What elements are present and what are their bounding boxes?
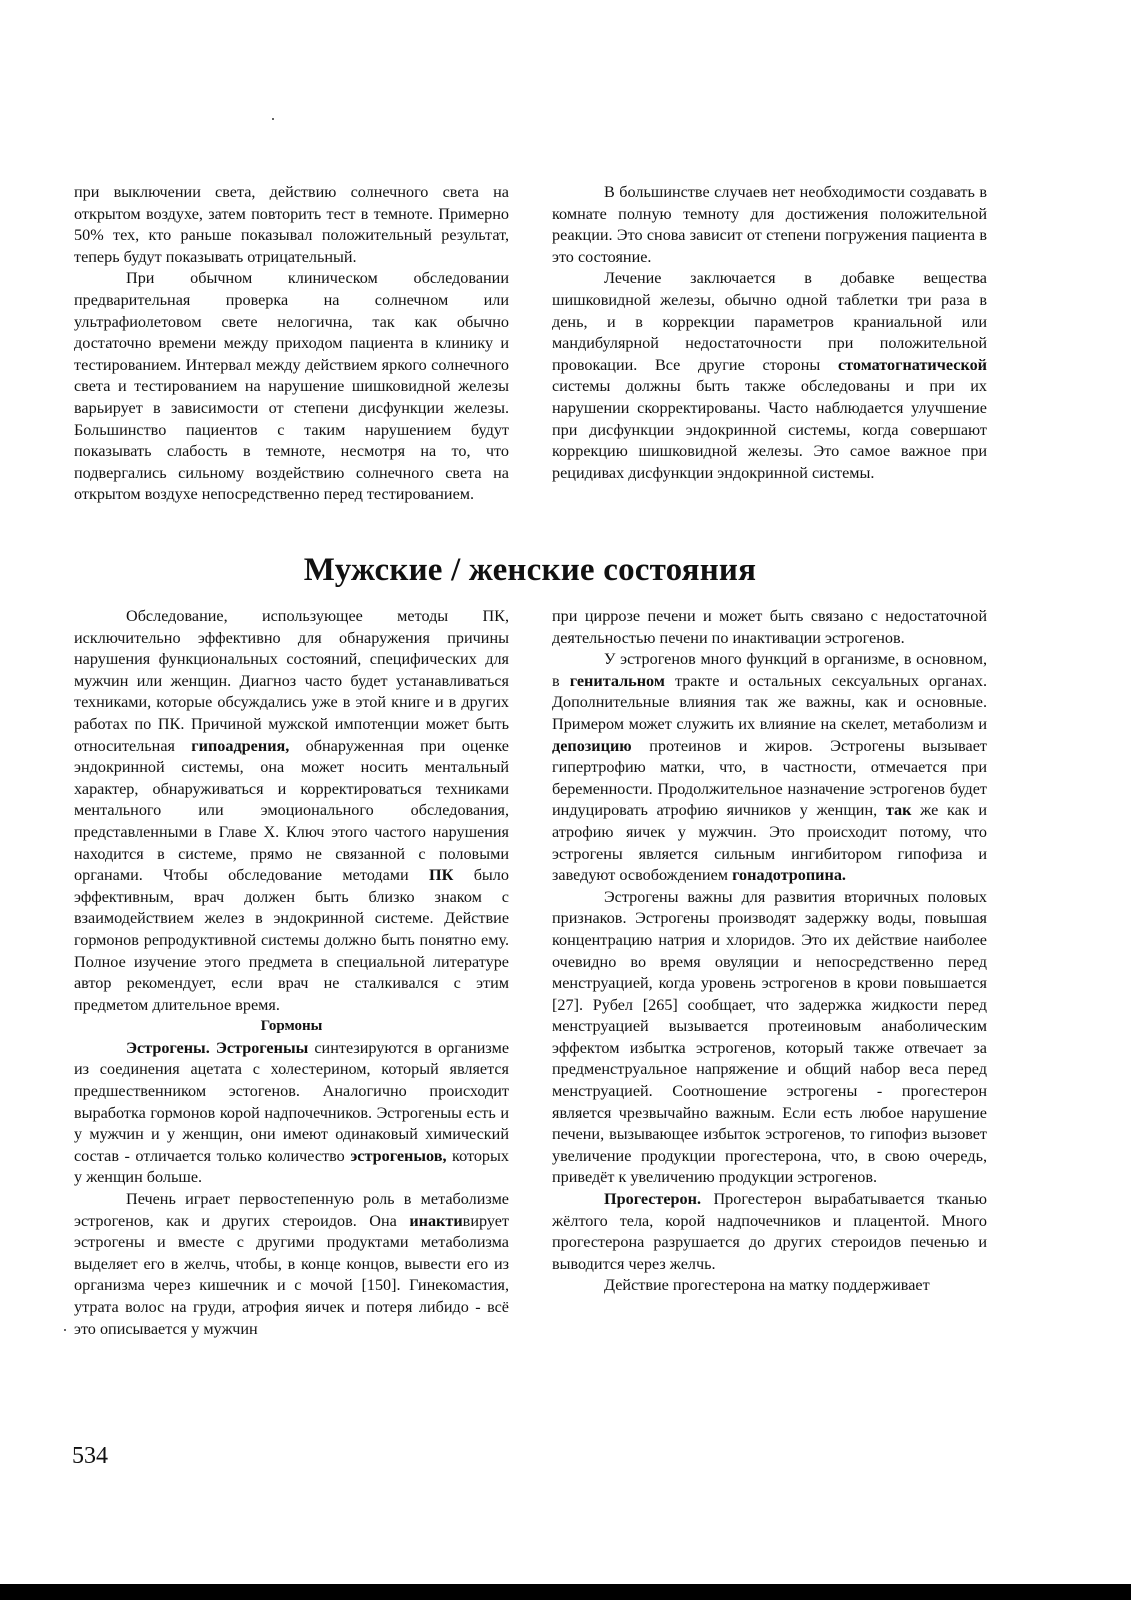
paragraph: Эстрогены важны для развития вторичных половых признаков. Эстрогены производят задержку воды, повышая концентрацию натрия и хлоридов. Это их действие наиболее очевидно во время овуляции и непосредственно перед менструацией, когда уровень эстрогенов в крови повышается [27]. Рубел [265] сообщает, что задержка жидкости перед менструацией вызывается протеиновым анаболическим эффектом избытка эстрогенов, который также отвечает за предменструальное напряжение и общий набор веса перед менструацией. Соотношение эстрогены - прогестерон является чрезвычайно важным. Если есть любое нарушение печени, вызывающее избыток эстрогенов, то гипофиз вызовет увеличение продукции прогестерона, что, в свою очередь, приведёт к увеличению продукции эстрогенов. — [552, 887, 987, 1187]
bold-term: стоматогнатической — [838, 355, 987, 374]
paragraph: при циррозе печени и может быть связано с недостаточной деятельностью печени по инактивации эстрогенов. — [552, 607, 987, 647]
paragraph — [552, 268, 987, 484]
text-run: Обследование, использующее методы ПК, исключительно эффективно для обнаружения причины нарушения функциональных состояний, специфических для мужчин или женщин. Диагноз часто будет устанавливаться техниками, которые обсуждались уже в этой книге и в других работах по ПК. Причиной мужской импотенции может быть относительная — [74, 607, 509, 755]
paragraph: Действие прогестерона на матку поддерживает — [604, 1276, 930, 1295]
text-run: Печень играет первостепенную роль в метаболизме эстрогенов, как и других стероидов. Она — [74, 1190, 509, 1230]
bold-term: генитальном — [569, 671, 665, 690]
text-run: тракте и остальных сексуальных органах. Дополнительные влияния так же важны, как и основные. Примером может служить их влияние на скелет, метаболизм и — [552, 671, 987, 733]
text-run: же как и атрофию яичек у мужчин. Это происходит потому, что эстрогены является сильным ингибитором гипофиза и заведуют освобождением — [552, 801, 987, 885]
bold-term: гипоадрения, — [191, 736, 290, 755]
text-run: системы должны быть также обследованы и при их нарушении скорректированы. Часто наблюдается улучшение при дисфункции эндокринной системы, когда совершают коррекцию шишковидной железы. Это самое важное при рецидивах дисфункции эндокринной системы. — [552, 377, 987, 482]
bold-term: так — [885, 801, 912, 820]
column-top-right — [552, 182, 987, 484]
bold-term: эстрогеныов, — [350, 1146, 447, 1165]
paragraph — [552, 1189, 987, 1275]
text-run: Прогестерон вырабатывается тканью жёлтого тела, корой надпочечников и плацентой. Много прогестерона разрушается до других стероидов печенью и выводится через желчь. — [552, 1190, 987, 1273]
paragraph: В большинстве случаев нет необходимости создавать в комнате полную темноту для достижения положительной реакции. Это снова зависит от степени погружения пациента в это состояние. — [552, 183, 987, 266]
paragraph — [74, 606, 509, 1016]
paragraph: при выключении света, действию солнечного света на открытом воздухе, затем повторить тест в темноте. Примерно 50% тех, кто раньше показывал положительный результат, теперь будут показывать отрицательный. — [74, 183, 509, 266]
paragraph — [552, 649, 987, 887]
column-bottom-left — [74, 606, 509, 1340]
column-top-left — [74, 182, 509, 506]
paragraph-label: Эстрогены. — [126, 1038, 210, 1057]
text-run: синтезируются в организме из соединения ацетата с холестерином, который является предшественником эстогенов. Аналогично происходит выработка гормонов корой надпочечников. Эстрогеныы есть и у мужчин и у женщин, они имеют одинаковый химический состав - отличается только количество — [74, 1038, 509, 1165]
text-run: обнаруженная при оценке эндокринной системы, она может носить ментальный характер, обнаруживаться и корректироваться техниками ментального или эмоционального обследования, представленными в Главе X. Ключ этого частого нарушения находится в системе, прямо не связанной с половыми органами. Чтобы обследование методами — [74, 736, 509, 885]
scan-speck — [64, 1329, 66, 1331]
bold-term: Эстрогеныы — [215, 1038, 309, 1057]
text-run: У эстрогенов много функций в организме, в основном, в — [552, 650, 987, 690]
paragraph — [74, 1189, 509, 1340]
bold-term: ПК — [429, 866, 454, 885]
page-number: 534 — [72, 1443, 108, 1469]
scan-speck — [272, 118, 274, 120]
paragraph — [74, 1038, 509, 1189]
subsection-heading: Гормоны — [260, 1018, 323, 1035]
paragraph: При обычном клиническом обследовании предварительная проверка на солнечном или ультрафиолетовом свете нелогична, так как обычно достаточно времени между приходом пациента в клинику и тестированием. Интервал между действием яркого солнечного света и тестированием на нарушение шишковидной железы варьирует в зависимости от степени дисфункции железы. Большинство пациентов с таким нарушением будут показывать слабость в темноте, несмотря на то, что подвергались сильному воздействию солнечного света на открытом воздухе непосредственно перед тестированием. — [74, 269, 509, 504]
text-run: было эффективным, врач должен быть близко знаком с взаимодействием желез в эндокринной системе. Действие гормонов репродуктивной системы должно быть понятно ему. Полное изучение этого предмета в специальной литературе автор рекомендует, если врач не сталкивался с этим предметом длительное время. — [74, 866, 509, 1014]
bold-term: депозицию — [552, 736, 632, 755]
scan-edge-bar — [0, 1584, 1131, 1600]
paragraph-label: Прогестерон. — [604, 1190, 701, 1209]
text-run: протеинов и жиров. Эстрогены вызывает гипертрофию матки, что, в частности, отмечается при беременности. Продолжительное назначение эстрогенов будет индуцировать атрофию яичников у женщин, — [552, 736, 987, 820]
text-run: которых у женщин больше. — [74, 1146, 509, 1187]
column-bottom-right — [552, 606, 987, 1297]
bold-term: гонадотропина. — [732, 866, 846, 885]
text-run: Лечение заключается в добавке вещества шишковидной железы, обычно одной таблетки три раза в день, и в коррекции параметров краниальной или мандибулярной недостаточности при положительной провокации. Все другие стороны — [552, 269, 987, 374]
bold-term: инакти — [409, 1211, 463, 1230]
text-run: вирует эстрогены и вместе с другими продуктами метаболизма выделяет его в желчь, чтобы, в конце концов, вывести его из организма через кишечник и с мочой [150]. Гинекомастия, утрата волос на груди, атрофия яичек и потеря либидо - всё это описывается у мужчин — [74, 1211, 509, 1338]
section-title: Мужские / женские состояния — [303, 552, 757, 588]
